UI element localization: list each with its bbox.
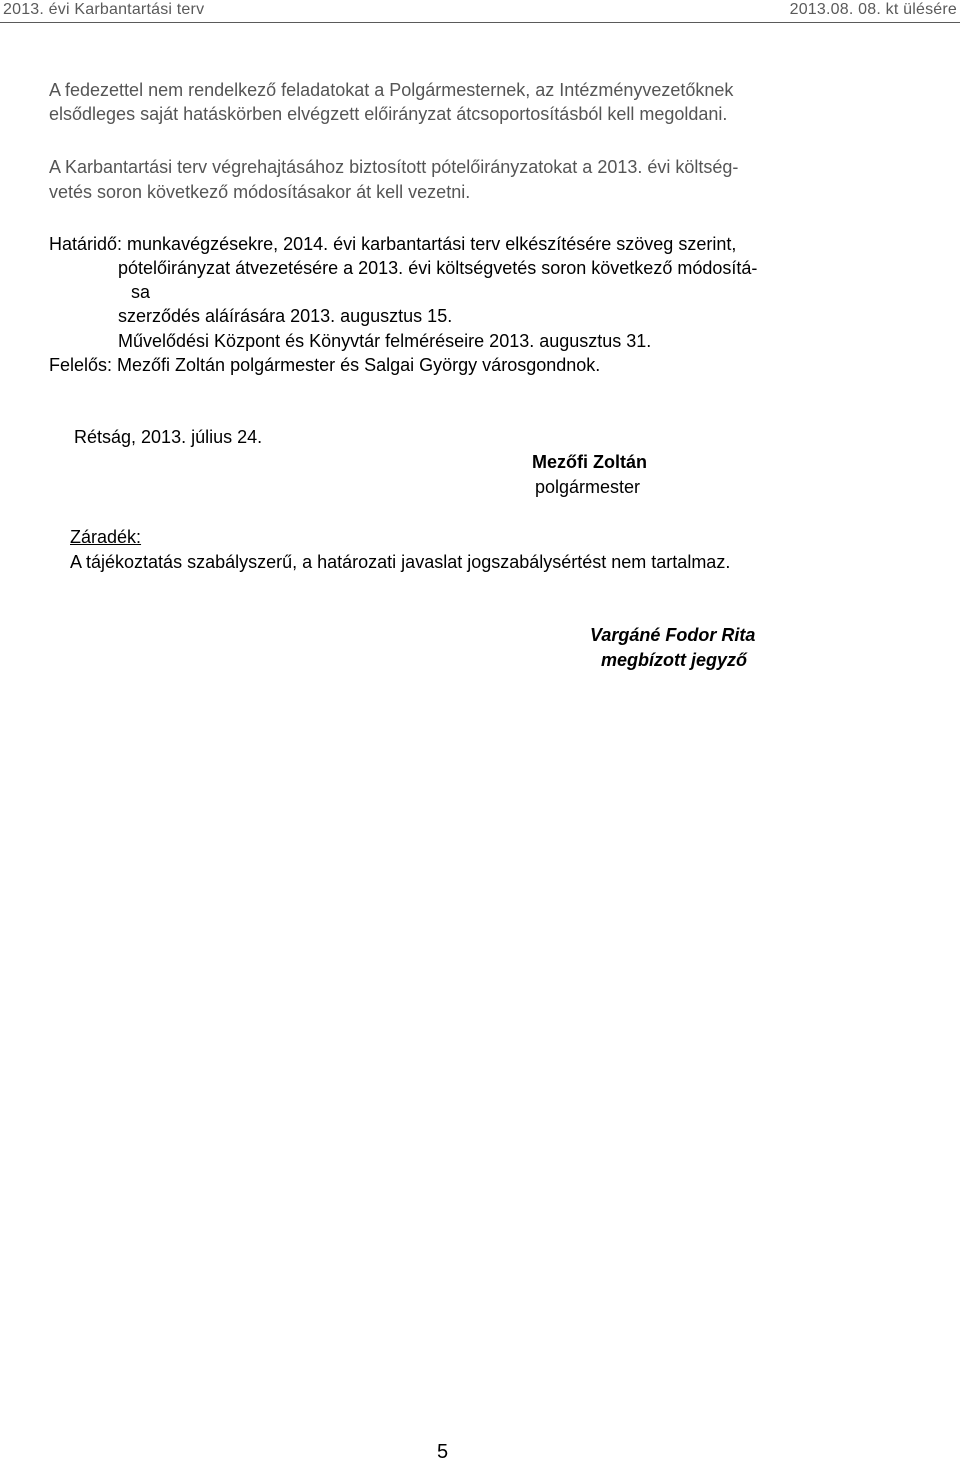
deadline-line5: Művelődési Központ és Könyvtár felméréseire 2013. augusztus 31. [118, 331, 652, 351]
mayor-title: polgármester [535, 477, 641, 497]
header-title: 2013. évi Karbantartási terv [3, 1, 205, 18]
page-header [0, 0, 960, 23]
place-date: Rétság, 2013. július 24. [74, 427, 263, 447]
clause-text: A tájékoztatás szabályszerű, a határozati javaslat jogszabálysértést nem tartalmaz. [70, 552, 731, 572]
notary-name: Vargáné Fodor Rita [590, 625, 756, 645]
paragraph2-line1: A Karbantartási terv végrehajtásához biztosított pótelőirányzatokat a 2013. évi költség- [49, 157, 739, 177]
deadline-line3: sa [131, 282, 151, 302]
clause-label: Záradék: [70, 527, 142, 547]
paragraph1-line2: elsődleges saját hatáskörben elvégzett előirányzat átcsoportosításból kell megoldani. [49, 104, 728, 124]
paragraph1-line1: A fedezettel nem rendelkező feladatokat a Polgármesternek, az Intézményvezetőknek [49, 80, 734, 100]
responsible-line: Felelős: Mezőfi Zoltán polgármester és Salgai György városgondnok. [49, 355, 601, 375]
paragraph2-line2: vetés soron következő módosításakor át kell vezetni. [49, 182, 471, 202]
page-number: 5 [437, 1441, 449, 1463]
deadline-line4: szerződés aláírására 2013. augusztus 15. [118, 306, 453, 326]
mayor-name: Mezőfi Zoltán [532, 452, 647, 472]
deadline-line2: pótelőirányzat átvezetésére a 2013. évi költségvetés soron következő módosítá- [118, 258, 758, 278]
deadline-line1: Határidő: munkavégzésekre, 2014. évi karbantartási terv elkészítésére szöveg szerint, [49, 234, 737, 254]
header-meeting-date: 2013.08. 08. kt ülésére [789, 1, 957, 18]
notary-title: megbízott jegyző [601, 650, 748, 670]
